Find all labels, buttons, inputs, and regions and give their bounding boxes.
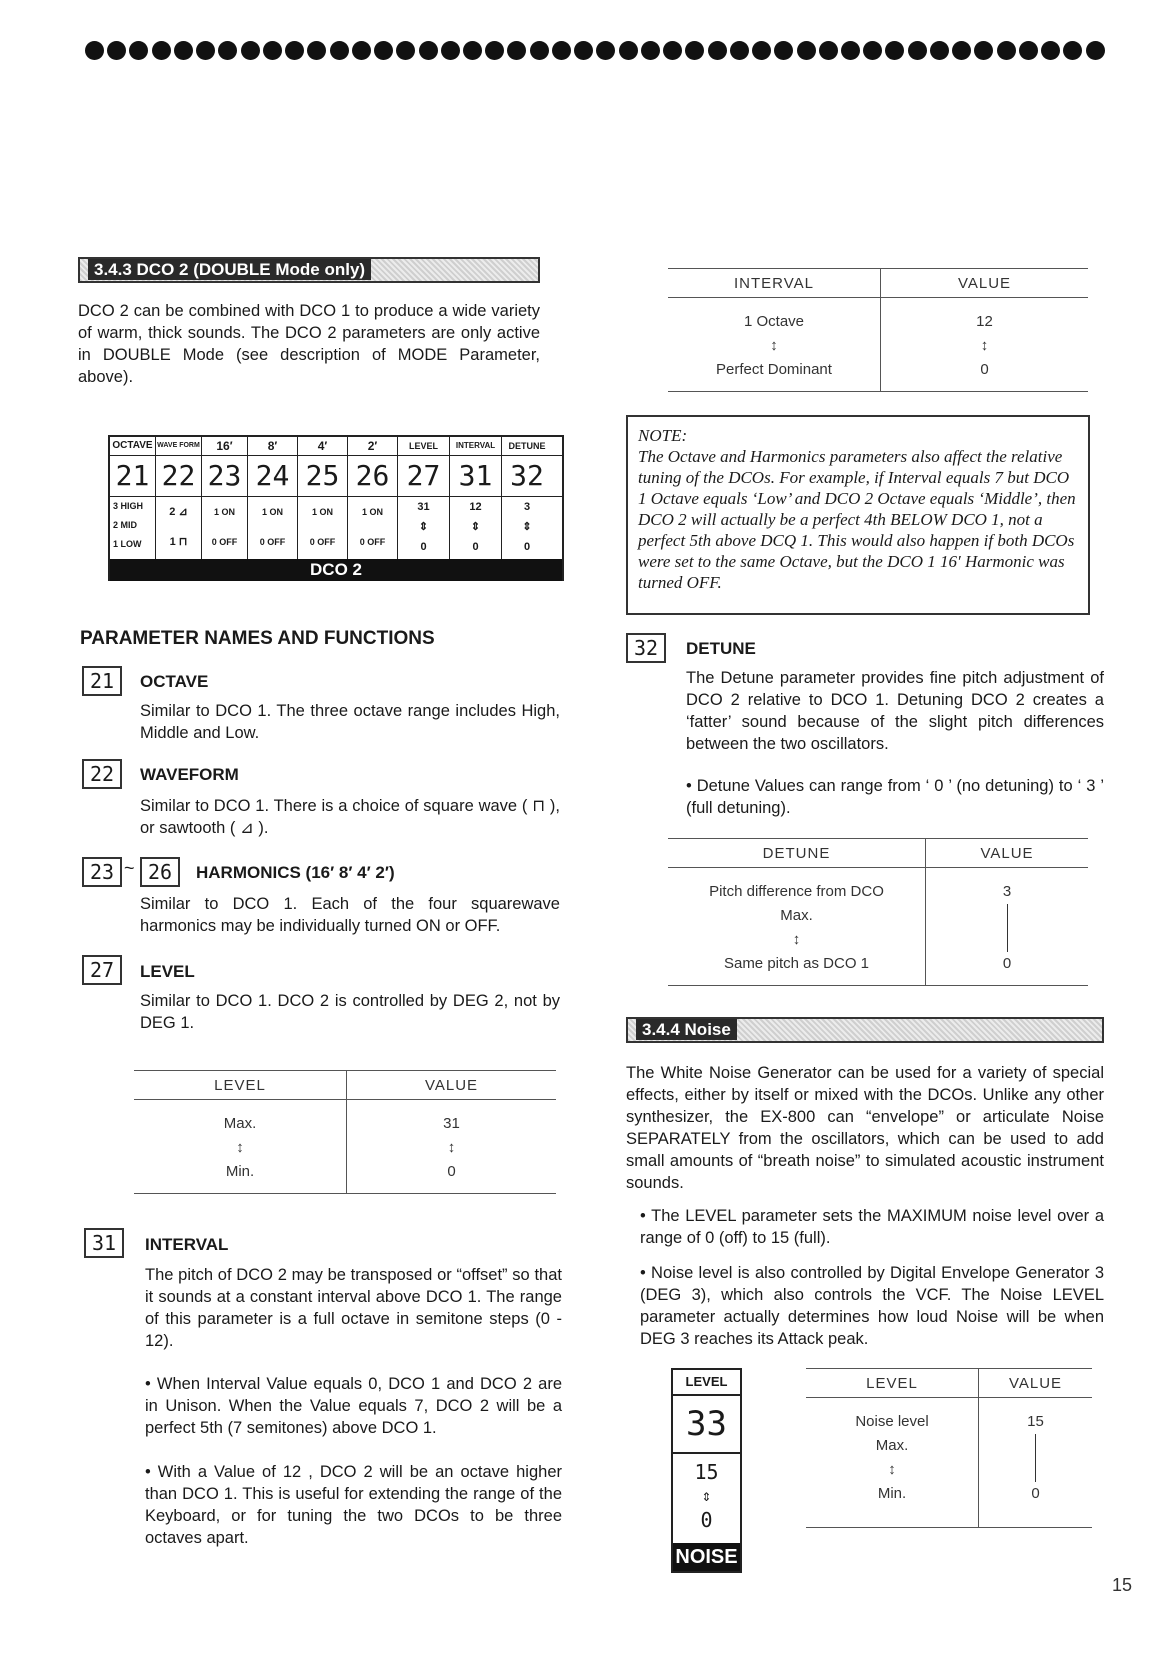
col-header: VALUE [979,1369,1093,1398]
panel-ranges [110,497,562,559]
interval-title: INTERVAL [145,1235,229,1254]
col-header: VALUE [926,839,1089,868]
dot [908,41,927,60]
harmonics-title: HARMONICS (16′ 8′ 4′ 2′) [196,863,395,882]
panel-code: 31 [450,456,502,496]
panel-code: 26 [348,456,398,496]
dot [196,41,215,60]
interval-text: The pitch of DCO 2 may be transposed or “offset” so that it sounds at a constant interval above DCO 1. The range of this parameter is a full octave in semitone steps (0 - 12). [145,1266,562,1350]
section-heading-text: 3.4.4 Noise [636,1019,737,1040]
panel-codes [110,456,562,497]
dot [797,41,816,60]
interval-bullet-2: • With a Value of 12 , DCO 2 will be an octave higher than DCO 1. This is useful for extending the range of the Keyboard, or for tuning the two DCOs to be three octaves apart. [145,1463,562,1547]
wave-square: 1 ⊓ [169,536,188,548]
dot [85,41,104,60]
noise-max: 15 [694,1460,719,1484]
octave-mid: 2 MID [113,520,138,530]
dot [485,41,504,60]
off-label: 0 OFF [359,537,386,547]
wave-options [156,497,202,559]
dot [263,41,282,60]
panel-header: WAVE FORM [156,437,202,455]
tilde-separator: ~ [124,858,135,878]
panel-header: LEVEL [398,437,450,455]
dot [752,41,771,60]
dot [619,41,638,60]
on-label: 1 ON [311,507,333,517]
table-cell: Noise level Max. ↕ Min. [806,1398,979,1508]
col-header: DETUNE [668,839,926,868]
noise-panel-range [673,1454,740,1532]
dot [863,41,882,60]
dot [730,41,749,60]
panel-header: INTERVAL [450,437,502,455]
detune-title: DETUNE [686,639,756,658]
noise-value-table [806,1368,1092,1528]
off-label: 0 OFF [309,537,336,547]
section-heading-noise [626,1017,1104,1043]
updown-arrow-icon: ⇕ [522,521,532,533]
detune-min: 0 [523,541,531,553]
updown-arrow-icon: ⇕ [470,521,481,533]
noise-min: 0 [700,1508,713,1532]
panel-header: 16′ [202,437,248,455]
dot [441,41,460,60]
dot [952,41,971,60]
note-box [626,415,1090,615]
table-cell: Pitch difference from DCO Max. ↕ Same pitch as DCO 1 [668,868,926,978]
panel-header: 2′ [348,437,398,455]
on-label: 1 ON [261,507,283,517]
panel-code: 25 [298,456,348,496]
level-text: Similar to DCO 1. DCO 2 is controlled by DEG 2, not by DEG 1. [140,992,560,1032]
dco2-panel [108,435,564,581]
noise-panel-footer: NOISE [673,1543,740,1571]
dot [1063,41,1082,60]
level-max: 31 [417,501,430,513]
dot [463,41,482,60]
dot [708,41,727,60]
page-number: 15 [1111,1575,1132,1595]
interval-bullet-1: • When Interval Value equals 0, DCO 1 and DCO 2 are in Unison. When the Value equals 7, DCO 2 will be a perfect 5th (7 semitones) above DCO 1. [145,1375,562,1437]
table-cell: 1 Octave ↕ Perfect Dominant [668,298,881,384]
dot [685,41,704,60]
panel-code: 21 [110,456,156,496]
interval-value-table [668,268,1088,392]
dot [641,41,660,60]
dot [774,41,793,60]
detune-range [502,497,552,559]
dot [285,41,304,60]
table-cell: 31 ↕ 0 [443,1115,460,1180]
detune-code: 32 [626,633,666,663]
note-title: NOTE: [638,426,688,445]
detune-text: The Detune parameter provides fine pitch adjustment of DCO 2 relative to DCO 1. Detuning DCO 2 creates a ‘fatter’ sound because of the slight pitch differences between the two oscillators. [686,669,1104,753]
wave-saw: 2 ⊿ [169,506,188,518]
harmonics-text: Similar to DCO 1. Each of the four squarewave harmonics may be individually turned ON or OFF. [140,895,560,935]
panel-header: 8′ [248,437,298,455]
dot [1086,41,1105,60]
harmonics-code-start: 23 [82,857,122,887]
col-header: VALUE [881,269,1089,298]
interval-min: 0 [472,541,479,553]
table-cell: 15 0 [1027,1413,1044,1502]
section-heading-dco2 [78,257,540,283]
waveform-title: WAVEFORM [140,765,239,784]
dot [419,41,438,60]
harmonic-8-options [248,497,298,559]
section-heading-text: 3.4.3 DCO 2 (DOUBLE Mode only) [88,259,371,280]
dot [885,41,904,60]
detune-value-table [668,838,1088,986]
panel-code: 27 [398,456,450,496]
panel-code: 23 [202,456,248,496]
off-label: 0 OFF [211,537,238,547]
detune-max: 3 [523,501,531,513]
level-code: 27 [82,955,122,985]
dot [129,41,148,60]
on-label: 1 ON [361,507,383,517]
dot [152,41,171,60]
dot [507,41,526,60]
dot [330,41,349,60]
on-label: 1 ON [213,507,235,517]
table-cell: 3 0 [1002,883,1012,972]
panel-code: 32 [510,459,544,492]
noise-bullet-1: • The LEVEL parameter sets the MAXIMUM noise level over a range of 0 (off) to 15 (full). [640,1207,1104,1247]
col-header: LEVEL [806,1369,979,1398]
harmonic-16-options [202,497,248,559]
dot [174,41,193,60]
decorative-dot-border [85,38,1105,62]
octave-high: 3 HIGH [113,501,144,511]
octave-low: 1 LOW [113,539,142,549]
dot [218,41,237,60]
dot [552,41,571,60]
octave-text: Similar to DCO 1. The three octave range includes High, Middle and Low. [140,702,560,742]
noise-bullet-2: • Noise level is also controlled by Digital Envelope Generator 3 (DEG 3), which also controls the VCF. The Noise LEVEL parameter actually determines how loud Noise will be when DEG 3 reaches its Attack peak. [640,1264,1104,1348]
level-title: LEVEL [140,962,195,981]
panel-header: 4′ [298,437,348,455]
noise-panel [671,1368,742,1573]
note-text: The Octave and Harmonics parameters also affect the relative tuning of the DCOs. For example, if Interval equals 7 but DCO 1 Octave equals ‘Low’ and DCO 2 Octave equals ‘Middle’, then DCO 2 will actually be a perfect 4th BELOW DCO 1, not a perfect 5th above DCQ 1. This would also happen if both DCOs were set to the same Octave, but the DCO 1 16′ Harmonic was turned OFF. [638,447,1076,592]
updown-arrow-icon: ⇕ [701,1486,712,1505]
interval-code: 31 [84,1228,124,1258]
params-title: PARAMETER NAMES AND FUNCTIONS [80,628,435,649]
noise-panel-code: 33 [673,1396,740,1454]
dot [530,41,549,60]
dot [241,41,260,60]
harmonic-4-options [298,497,348,559]
dot [1019,41,1038,60]
harmonic-2-options [348,497,398,559]
waveform-text: Similar to DCO 1. There is a choice of square wave ( ⊓ ), or sawtooth ( ⊿ ). [140,797,560,837]
panel-header: OCTAVE [110,437,156,455]
panel-headers [110,437,562,456]
updown-arrow-icon: ⇕ [418,521,429,533]
dot [663,41,682,60]
waveform-code: 22 [82,759,122,789]
interval-range [450,497,502,559]
col-header: INTERVAL [668,269,881,298]
col-header: VALUE [347,1071,557,1100]
level-min: 0 [420,541,427,553]
dot [107,41,126,60]
dot [1041,41,1060,60]
level-range [398,497,450,559]
noise-intro: The White Noise Generator can be used for a variety of special effects, either by itself or mixed with the DCOs. Unlike any other synthesizer, the EX-800 can “envelope” or articulate Noise SEPARATELY from the oscillators, which can be used to add small amounts of “breath noise” to simulated acoustic instrument sounds. [626,1064,1104,1192]
dot [841,41,860,60]
harmonics-code-end: 26 [140,857,180,887]
dco2-intro: DCO 2 can be combined with DCO 1 to produce a wide variety of warm, thick sounds. The DCO 2 parameters are only active in DOUBLE Mode (see description of MODE Parameter, above). [78,302,540,386]
off-label: 0 OFF [259,537,286,547]
dot [596,41,615,60]
col-header: LEVEL [134,1071,347,1100]
interval-max: 12 [469,501,482,513]
octave-code: 21 [82,666,122,696]
panel-code: 22 [156,456,202,496]
detune-bullet: • Detune Values can range from ‘ 0 ’ (no detuning) to ‘ 3 ’ (full detuning). [686,777,1104,817]
dot [574,41,593,60]
noise-panel-label: LEVEL [673,1370,740,1396]
dot [374,41,393,60]
octave-title: OCTAVE [140,672,209,691]
dot [819,41,838,60]
level-value-table [134,1070,556,1194]
dot [930,41,949,60]
panel-header: DETUNE [508,441,546,451]
dot [997,41,1016,60]
panel-code: 24 [248,456,298,496]
dot [307,41,326,60]
table-cell: 12 ↕ 0 [976,313,993,378]
dot [396,41,415,60]
table-cell: Max. ↕ Min. [134,1100,347,1186]
octave-options [110,497,156,559]
panel-footer: DCO 2 [110,559,562,581]
dot [974,41,993,60]
dot [352,41,371,60]
